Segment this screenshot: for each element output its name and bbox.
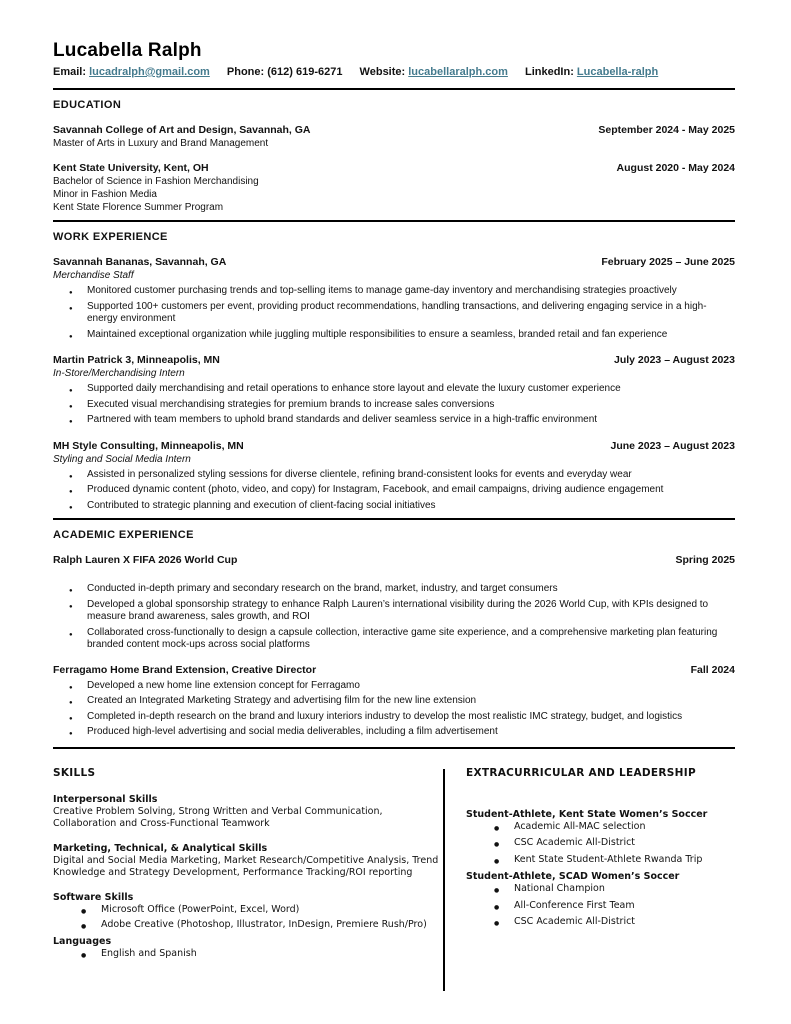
skill-group-heading: Marketing, Technical, & Analytical Skills: [53, 842, 268, 854]
bullet-item: ● Executed visual merchandising strategies for premium brands to increase sales conversions: [53, 399, 735, 412]
bullet-item: ● Produced high-level advertising and social media deliverables, including a film advertisement: [53, 726, 735, 739]
skill-group: [53, 793, 443, 831]
phone-value: (612) 619-6271: [267, 66, 343, 78]
entry-dates: August 2020 - May 2024: [616, 162, 735, 174]
bullet-item: ● Monitored customer purchasing trends and top-selling items to manage game-day inventory and merchandising strategies proactively: [53, 285, 735, 298]
contact-line: [53, 65, 735, 79]
bullet-item: ● All-Conference First Team: [466, 900, 735, 913]
academic-entry: [53, 554, 735, 652]
company-name: Savannah Bananas, Savannah, GA: [53, 256, 227, 268]
job-title: Merchandise Staff: [53, 270, 134, 281]
bullet-item: ● Adobe Creative (Photoshop, Illustrator, InDesign, Premiere Rush/Pro): [53, 919, 443, 932]
school-name: Savannah College of Art and Design, Savannah, GA: [53, 124, 311, 136]
phone-label: Phone:: [226, 66, 265, 78]
extracurricular-group: [466, 870, 735, 929]
work-entry: [53, 440, 735, 513]
entry-dates: February 2025 – June 2025: [601, 256, 735, 268]
bullet-item: ● Kent State Student-Athlete Rwanda Trip: [466, 854, 735, 867]
linkedin-label: LinkedIn:: [524, 66, 574, 78]
bullet-item: ● CSC Academic All-District: [466, 916, 735, 929]
skill-group: [53, 842, 443, 880]
email-link[interactable]: lucadralph@gmail.com: [89, 66, 210, 78]
education-entry: [53, 162, 735, 214]
bullet-item: ● Conducted in-depth primary and secondary research on the brand, market, industry, and target consumers: [53, 583, 735, 596]
school-name: Kent State University, Kent, OH: [53, 162, 209, 174]
section-title-extracurricular: EXTRACURRICULAR AND LEADERSHIP: [466, 766, 696, 779]
entry-dates: June 2023 – August 2023: [610, 439, 735, 452]
entry-dates: Fall 2024: [690, 663, 735, 676]
education-entry: [53, 124, 735, 150]
entry-dates: July 2023 – August 2023: [613, 354, 735, 366]
skill-group: [53, 891, 443, 961]
contact-website: [360, 66, 508, 78]
extracurricular-column: [445, 767, 735, 991]
bullet-item: ● National Champion: [466, 883, 735, 896]
section-divider: [53, 747, 735, 749]
entry-dates: Spring 2025: [675, 554, 735, 566]
bottom-columns: [53, 767, 735, 991]
skill-group-text: Digital and Social Media Marketing, Market Research/Competitive Analysis, Trend Knowledge and Strategy Development, Performance Tracking/ROI reporting: [53, 854, 439, 878]
bullet-item: ● Maintained exceptional organization while juggling multiple responsibilities to ensure a seamless, branded retail and fan experience: [53, 329, 735, 342]
section-title-work: WORK EXPERIENCE: [53, 231, 168, 243]
job-title: In-Store/Merchandising Intern: [53, 368, 185, 379]
work-entry: [53, 256, 735, 341]
extracurricular-group: [466, 808, 735, 867]
degree-line: Bachelor of Science in Fashion Merchandising: [53, 176, 259, 187]
website-link[interactable]: lucabellaralph.com: [408, 66, 508, 78]
section-title-education: EDUCATION: [53, 99, 122, 111]
bullet-item: ● Developed a global sponsorship strategy to enhance Ralph Lauren’s international visibility during the 2026 World Cup, with KPIs designed to measure brand awareness, sales growth, and ROI: [53, 599, 735, 624]
bullet-item: ● Supported 100+ customers per event, providing product recommendations, handling transactions, and delivering engaging service in a high-energy environment: [53, 301, 735, 326]
skill-group-heading: Languages: [53, 935, 112, 947]
bullet-item: ● Produced dynamic content (photo, video, and copy) for Instagram, Facebook, and email campaigns, driving audience engagement: [53, 484, 735, 497]
section-divider: [53, 88, 735, 90]
job-title: Styling and Social Media Intern: [53, 453, 191, 465]
bullet-item: ● CSC Academic All-District: [466, 837, 735, 850]
skill-group-heading: Software Skills: [53, 891, 134, 903]
skills-column: [53, 767, 443, 991]
bullet-item: ● Academic All-MAC selection: [466, 821, 735, 834]
extracurricular-heading: Student-Athlete, SCAD Women’s Soccer: [466, 871, 680, 882]
degree-line: Master of Arts in Luxury and Brand Management: [53, 138, 269, 149]
entry-dates: September 2024 - May 2025: [598, 124, 735, 136]
bullet-item: ● English and Spanish: [53, 948, 443, 961]
company-name: Martin Patrick 3, Minneapolis, MN: [53, 354, 220, 366]
bullet-item: ● Supported daily merchandising and retail operations to enhance store layout and elevate the luxury customer experience: [53, 383, 735, 396]
bullet-item: ● Partnered with team members to uphold brand standards and deliver seamless service in a high-traffic environment: [53, 414, 735, 427]
degree-line: Kent State Florence Summer Program: [53, 202, 224, 213]
bullet-item: ● Assisted in personalized styling sessions for diverse clientele, refining brand-consistent looks for events and everyday wear: [53, 469, 735, 482]
bullet-item: ● Created an Integrated Marketing Strategy and advertising film for the new line extension: [53, 695, 735, 708]
project-name: Ralph Lauren X FIFA 2026 World Cup: [53, 554, 238, 566]
work-entry: [53, 354, 735, 427]
skill-group-heading: Interpersonal Skills: [53, 793, 158, 805]
section-divider: [53, 220, 735, 222]
person-name: Lucabella Ralph: [53, 40, 202, 61]
section-divider: [53, 518, 735, 520]
website-label: Website:: [359, 66, 406, 78]
bullet-item: ● Microsoft Office (PowerPoint, Excel, Word): [53, 904, 443, 917]
bullet-item: ● Developed a new home line extension concept for Ferragamo: [53, 680, 735, 693]
contact-phone: [227, 66, 343, 78]
skill-group-text: Creative Problem Solving, Strong Written and Verbal Communication, Collaboration and Cross-Functional Teamwork: [53, 805, 383, 829]
contact-email: [53, 66, 210, 78]
email-label: Email:: [53, 66, 87, 78]
degree-line: Minor in Fashion Media: [53, 189, 157, 200]
extracurricular-heading: Student-Athlete, Kent State Women’s Soccer: [466, 808, 708, 820]
academic-entry: [53, 664, 735, 739]
company-name: MH Style Consulting, Minneapolis, MN: [53, 439, 244, 452]
bullet-item: ● Completed in-depth research on the brand and luxury interiors industry to develop the most realistic IMC strategy, budget, and logistics: [53, 711, 735, 724]
section-title-skills: SKILLS: [53, 766, 96, 779]
linkedin-link[interactable]: Lucabella-ralph: [576, 66, 659, 78]
contact-linkedin: [525, 66, 658, 78]
bullet-item: ● Contributed to strategic planning and execution of client-facing social initiatives: [53, 500, 735, 513]
bullet-item: ● Collaborated cross-functionally to design a capsule collection, interactive game site experience, and a comprehensive marketing plan featuring branded content mock-ups across social platforms: [53, 627, 735, 652]
section-title-academic: ACADEMIC EXPERIENCE: [53, 529, 194, 541]
project-name: Ferragamo Home Brand Extension, Creative Director: [53, 663, 317, 676]
